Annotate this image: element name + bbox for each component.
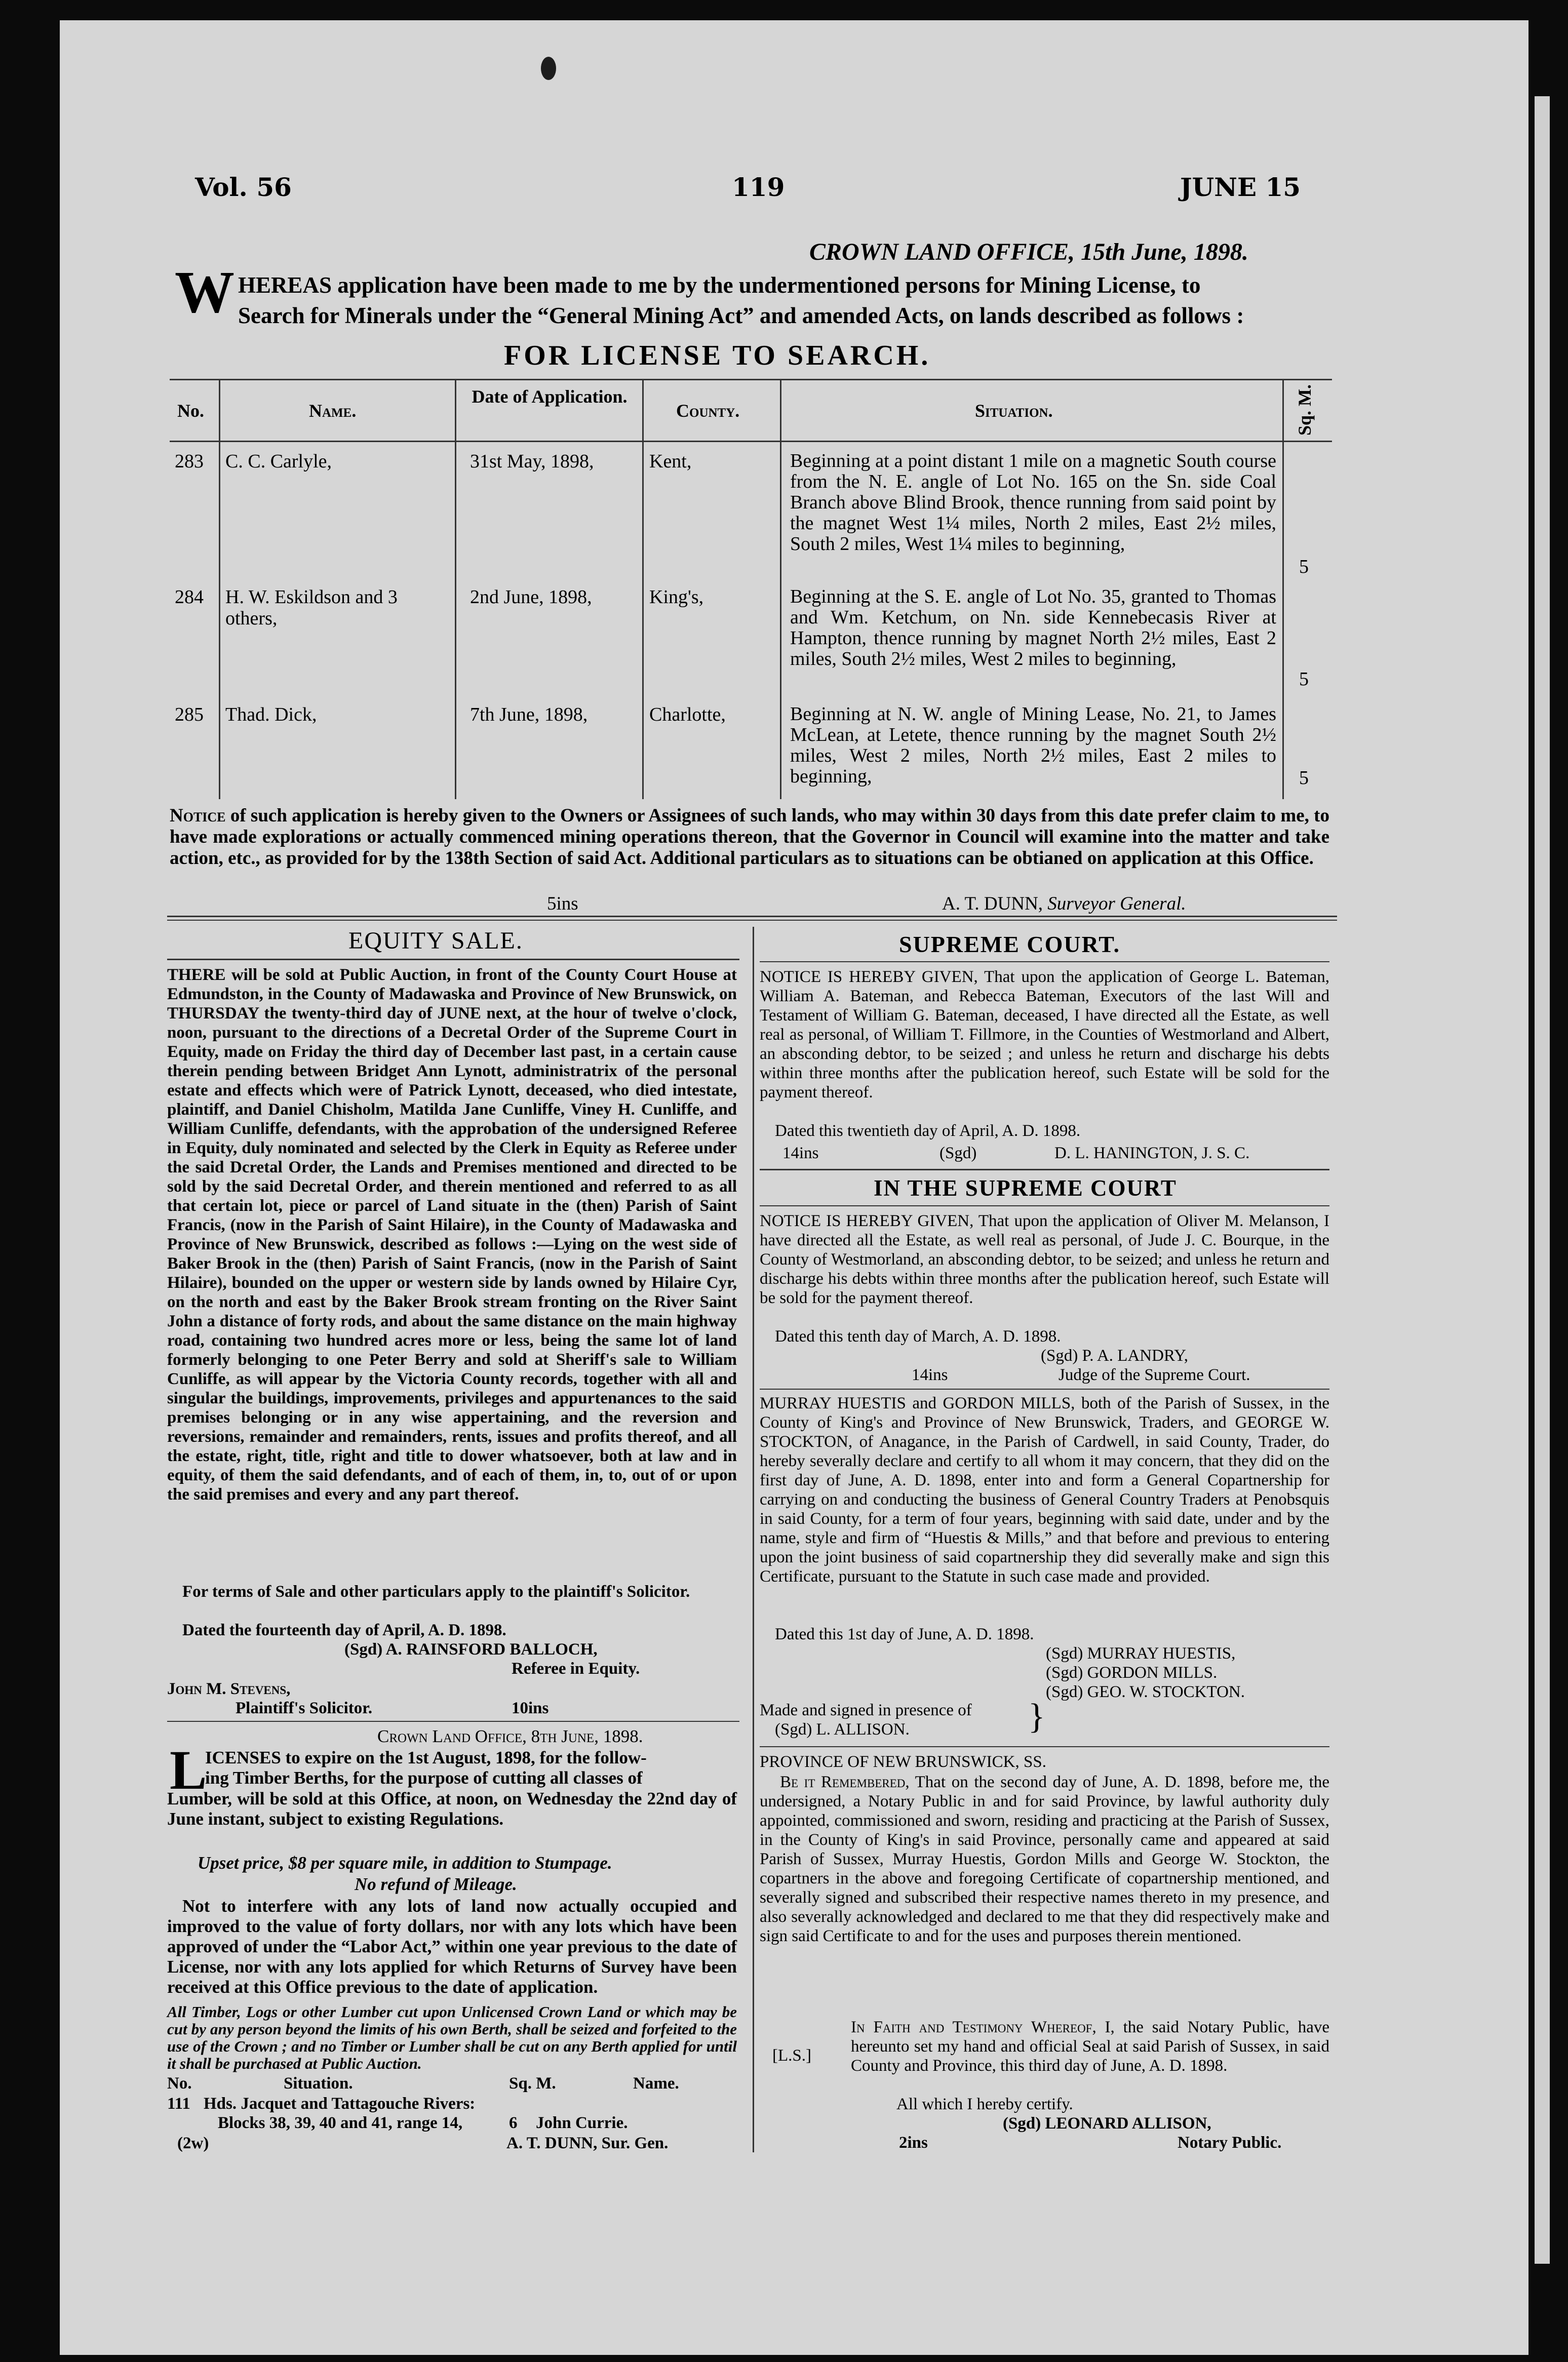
intro-line-2: Search for Minerals under the “General Mining Act” and amended Acts, on lands described as follows : — [238, 303, 1244, 328]
supreme-signer: D. L. HANINGTON, J. S. C. — [1054, 1144, 1250, 1162]
row-date: 31st May, 1898, — [470, 451, 594, 472]
partnership-dated: Dated this 1st day of June, A. D. 1898. — [775, 1625, 1034, 1643]
section-rule — [167, 916, 1337, 917]
crown-office-dateline: CROWN LAND OFFICE, 15th June, 1898. — [809, 239, 1248, 265]
timber-col-no: No. — [167, 2074, 192, 2093]
volume-label: Vol. 56 — [195, 172, 292, 202]
table-header-rule — [170, 441, 1332, 442]
issue-date: JUNE 15 — [1180, 172, 1301, 202]
section-rule — [167, 1721, 739, 1722]
notice-signer-title: Surveyor General. — [1047, 893, 1186, 914]
remembered-text: That on the second day of June, A. D. 1898, before me, the undersigned, a Notary Public in and for said Province, by lawful authority duly appointed, commissioned and sworn, residing and practicing at the Parish of Sussex, in the County of King's in said Province, personally came and appeared at said Parish of Sussex, Murray Huestis, Gordon Mills and George W. Stockton, the copartners in the above and foregoing Certificate of copartnership mentioned, and severally signed and subscribed their respective names thereto in my presence, and also severally acknowledged and declared to me that they did respectively make and sign said Certificate to and for the uses and purposes therein mentioned. — [760, 1773, 1329, 1945]
table-top-rule — [170, 379, 1332, 380]
seal-marker: [L.S.] — [772, 2046, 811, 2065]
timber-entry-situation-1: Hds. Jacquet and Tattagouche Rivers: — [204, 2095, 476, 2113]
equity-title-rule — [167, 959, 739, 960]
row-situation: Beginning at a point distant 1 mile on a magnetic South course from the N. E. angle of Lot No. 165 on the Sn. side Coal Branch above Blind Brook, thence running from said point by the magnet West 1¼ miles, North 2 miles, East 2½ miles, South 2 miles, West 1¼ miles to beginning, — [790, 450, 1276, 555]
equity-terms: For terms of Sale and other particulars apply to the plaintiff's Solicitor. — [182, 1583, 690, 1601]
partnership-notary: Notary Public. — [1178, 2134, 1282, 2152]
equity-solicitor-title: Plaintiff's Solicitor. — [236, 1699, 373, 1717]
table-divider — [219, 379, 220, 799]
partnership-body: MURRAY HUESTIS and GORDON MILLS, both of the Parish of Sussex, in the County of King's and Province of New Brunswick, Traders, and GEORGE W. STOCKTON, of Anagance, in the Parish of Cardwell, in said County, Trader, do hereby severally declare and certify to all whom it may concern, that they did on the first day of June, A. D. 1898, enter into and form a General Copartnership for carrying on and conducting the business of General Country Traders at Penobsquis in said County, for a term of four years, beginning with said date, under and by the name, style and firm of “Huestis & Mills,” and that before and previous to entering upon the joint business of said copartnership they did severally make and sign this Certificate, pursuant to the Statute in such case made and provided. — [760, 1394, 1329, 1586]
supreme2-title-rule — [760, 1205, 1329, 1206]
row-sqm: 5 — [1299, 767, 1309, 789]
equity-referee: Referee in Equity. — [512, 1660, 640, 1678]
timber-entry-situation-2: Blocks 38, 39, 40 and 41, range 14, — [218, 2114, 463, 2132]
witness-brace: } — [1028, 1697, 1045, 1736]
remembered-lead: Be it Remembered, — [780, 1773, 910, 1791]
equity-dated: Dated the fourteenth day of April, A. D. 1898. — [182, 1621, 506, 1639]
partnership-witness-2: (Sgd) L. ALLISON. — [775, 1720, 910, 1739]
timber-conditions: Not to interfere with any lots of land now actually occupied and improved to the value of forty dollars, nor with any lots which have been approved of under the “Labor Act,” within one year previous to the date of License, nor with any lots applied for which Returns of Survey have been received at this Office previous to the date of application. — [167, 1896, 737, 1997]
supreme-ins: 14ins — [782, 1144, 819, 1162]
timber-col-sqm: Sq. M. — [509, 2074, 556, 2093]
section-rule — [760, 1746, 1329, 1747]
timber-ins: (2w) — [177, 2134, 209, 2152]
notice-paragraph — [170, 805, 1329, 869]
col-header-name: Name. — [309, 401, 357, 421]
col-header-sqm: Sq. M. — [1295, 384, 1315, 436]
row-sqm: 5 — [1299, 668, 1309, 690]
notice-text: of such application is hereby given to the Owners or Assignees of such lands, who may within 30 days from this date prefer claim to me, to have made explorations or actually commenced mining operations thereon, that the Governor in Council will examine into the matter and take action, etc., as provided for by the 138th Section of said Act. Additional particulars as to situations can be obtianed on application at this Office. — [170, 805, 1329, 869]
partnership-testimony — [851, 2018, 1329, 2075]
supreme-dated: Dated this twentieth day of April, A. D. 1898. — [775, 1122, 1081, 1140]
timber-dateline: Crown Land Office, 8th June, 1898. — [377, 1726, 643, 1746]
partnership-sgd: (Sgd) LEONARD ALLISON, — [1003, 2114, 1211, 2133]
table-divider — [780, 379, 781, 799]
equity-body: THERE will be sold at Public Auction, in front of the County Court House at Edmundston, in the County of Madawaska and Province of New Brunswick, on THURSDAY the twenty-third day of JUNE next, at the hour of twelve o'clock, noon, pursuant to the directions of a Decretal Order of the Supreme Court in Equity, made on Friday the third day of December last past, in a certain cause therein pending between Bridget Ann Lynott, administratrix of the personal estate and effects which were of Patrick Lynott, deceased, who died intestate, plaintiff, and Daniel Chisholm, Matilda Jane Cunliffe, Viney H. Cunliffe, and William Cunliffe, defendants, with the approbation of the undersigned Referee in Equity, duly nominated and selected by the Clerk in Equity as Referee under the said Dcretal Order, the Lands and Premises mentioned and directed to be sold by the said Decretal Order, and therein mentioned and referred to as all that certain lot, piece or parcel of Land situate in the (then) Parish of Saint Francis, (now in the Parish of Saint Hilaire), in the County of Madawaska and Province of New Brunswick, described as follows :—Lying on the west side of Baker Brook in the (then) Parish of Saint Francis, (now in the Parish of Saint Hilaire), bounded on the upper or western side by lands owned by Hilaire Cyr, on the north and east by the Baker Brook stream fronting on the River Saint John a distance of forty rods, and about the same distance on the main highway road, containing two hundred acres more or less, being the same lot of land formerly belonging to one Peter Berry and sold at Sheriff's sale to William Cunliffe, as will appear by the Victoria County records, together with all and singular the buildings, improvements, privileges and appurtenances to the said premises belonging or in any wise appertaining, and the reversion and reversions, remainder and remainders, rents, issues and profits thereof, and all the estate, right, title, right and title to dower whatsoever, both at law and in equity, of them the said defendants, and of each of them, in, to, out of or upon the said premises and every and any part thereof. — [167, 966, 737, 1504]
table-divider — [455, 379, 456, 799]
supreme-sgd: (Sgd) — [939, 1144, 977, 1162]
supreme2-sgd: (Sgd) P. A. LANDRY, — [1041, 1347, 1188, 1365]
timber-line-2: ing Timber Berths, for the purpose of cutting all classes of — [205, 1768, 643, 1788]
equity-ins: 10ins — [512, 1699, 549, 1717]
row-county: Charlotte, — [649, 704, 726, 725]
equity-sgd: (Sgd) A. RAINSFORD BALLOCH, — [344, 1640, 598, 1659]
timber-upset: Upset price, $8 per square mile, in addition to Stumpage. — [198, 1853, 612, 1873]
row-name: C. C. Carlyle, — [225, 451, 332, 472]
timber-signer: A. T. DUNN, Sur. Gen. — [506, 2134, 669, 2152]
row-name: H. W. Eskildson and 3 others, — [225, 586, 398, 629]
partnership-remembered — [760, 1773, 1329, 1946]
partnership-certify: All which I hereby certify. — [896, 2095, 1073, 2113]
row-no: 283 — [175, 451, 204, 472]
partnership-sig-3: (Sgd) GEO. W. STOCKTON. — [1046, 1683, 1245, 1701]
punch-hole — [541, 57, 556, 80]
timber-line-1: ICENSES to expire on the 1st August, 1898, for the follow- — [205, 1748, 647, 1767]
notice-lead: Notice — [170, 805, 226, 826]
supreme2-dated: Dated this tenth day of March, A. D. 1898. — [775, 1327, 1061, 1346]
timber-drop-cap: L — [170, 1739, 207, 1801]
timber-entry-name: John Currie. — [536, 2114, 628, 2132]
column-divider — [753, 927, 754, 2152]
col-header-no: No. — [177, 401, 204, 421]
partnership-witness-1: Made and signed in presence of — [760, 1701, 972, 1719]
col-header-county: County. — [676, 401, 740, 421]
timber-col-situation: Situation. — [284, 2074, 353, 2093]
intro-drop-cap: W — [175, 259, 234, 325]
partnership-sig-2: (Sgd) GORDON MILLS. — [1046, 1664, 1218, 1682]
supreme2-signer-title: Judge of the Supreme Court. — [1059, 1366, 1250, 1384]
row-date: 7th June, 1898, — [470, 704, 588, 725]
section-rule — [167, 920, 1337, 921]
table-divider — [642, 379, 644, 799]
row-county: Kent, — [649, 451, 692, 472]
notice-signer — [942, 893, 1186, 915]
timber-col-name: Name. — [633, 2074, 679, 2093]
col-header-date: Date of Application. — [472, 386, 628, 407]
testimony-text: I, the said Notary Public, have hereunto set my hand and official Seal at said Parish of Sussex, in said County and Province, this third day of June, A. D. 1898. — [851, 2018, 1329, 2075]
supreme2-body: NOTICE IS HEREBY GIVEN, That upon the application of Oliver M. Melanson, I have directed all the Estate, as well real as personal, of Jude J. C. Bourque, in the County of Westmorland, an absconding debtor, to be seized; and unless he return and discharge his debts within three months after the publication hereof, such Estate will be sold for the payment thereof. — [760, 1212, 1329, 1307]
testimony-lead: In Faith and Testimony Whereof, — [851, 2018, 1096, 2036]
timber-no-refund: No refund of Mileage. — [355, 1874, 517, 1894]
supreme2-title: IN THE SUPREME COURT — [874, 1175, 1177, 1201]
equity-title: EQUITY SALE. — [348, 927, 523, 954]
equity-solicitor-name: John M. Stevens, — [167, 1680, 291, 1698]
timber-rest: Lumber, will be sold at this Office, at noon, on Wednesday the 22nd day of June instant, subject to existing Regulations. — [167, 1789, 737, 1829]
timber-entry-sqm: 6 — [509, 2114, 518, 2132]
table-divider — [1282, 379, 1284, 799]
partnership-sig-1: (Sgd) MURRAY HUESTIS, — [1046, 1644, 1236, 1663]
partnership-province: PROVINCE OF NEW BRUNSWICK, SS. — [760, 1753, 1046, 1771]
adjacent-page-edge — [1535, 96, 1550, 2264]
section-rule — [760, 1169, 1329, 1170]
row-county: King's, — [649, 586, 704, 608]
timber-warning: All Timber, Logs or other Lumber cut upon Unlicensed Crown Land or which may be cut by any person beyond the limits of his own Berth, shall be seized and forfeited to the use of the Crown ; and no Timber or Lumber shall be cut on any Berth applied for until it shall be purchased at Public Auction. — [167, 2003, 737, 2072]
row-situation: Beginning at the S. E. angle of Lot No. 35, granted to Thomas and Wm. Ketchum, on Nn. side Kennebecasis River at Hampton, thence running by magnet North 2½ miles, East 2 miles, South 2½ miles, West 2 miles to beginning, — [790, 586, 1276, 670]
section-rule — [760, 1389, 1329, 1390]
row-situation: Beginning at N. W. angle of Mining Lease, No. 21, to James McLean, at Letete, thence running by the magnet South 2½ miles, West 2 miles, North 2½ miles, East 2 miles to beginning, — [790, 703, 1276, 787]
col-header-situation: Situation. — [975, 401, 1053, 421]
supreme-title-rule — [760, 961, 1329, 962]
intro-line-1: HEREAS application have been made to me by the undermentioned persons for Mining License, to — [238, 272, 1201, 298]
page-number: 119 — [732, 172, 785, 202]
partnership-ins: 2ins — [899, 2134, 928, 2152]
row-name: Thad. Dick, — [225, 704, 317, 725]
row-sqm: 5 — [1299, 556, 1309, 577]
supreme2-ins: 14ins — [912, 1366, 948, 1384]
notice-ins: 5ins — [547, 893, 578, 914]
supreme-title: SUPREME COURT. — [899, 931, 1120, 957]
row-date: 2nd June, 1898, — [470, 586, 592, 608]
license-section-title: FOR LICENSE TO SEARCH. — [504, 340, 931, 371]
supreme-body: NOTICE IS HEREBY GIVEN, That upon the application of George L. Bateman, William A. Bateman, and Rebecca Bateman, Executors of the last Will and Testament of William G. Bateman, deceased, I have directed all the Estate, as well real as personal, of William T. Fillmore, in the Counties of Westmorland and Albert, an absconding debtor, to be seized ; and unless he return and discharge his debts within three months after the publication hereof, such Estate will be sold for the payment thereof. — [760, 968, 1329, 1101]
timber-entry-no: 111 — [167, 2095, 190, 2113]
row-no: 285 — [175, 704, 204, 725]
row-no: 284 — [175, 586, 204, 608]
notice-signer-name: A. T. DUNN, — [942, 893, 1043, 914]
